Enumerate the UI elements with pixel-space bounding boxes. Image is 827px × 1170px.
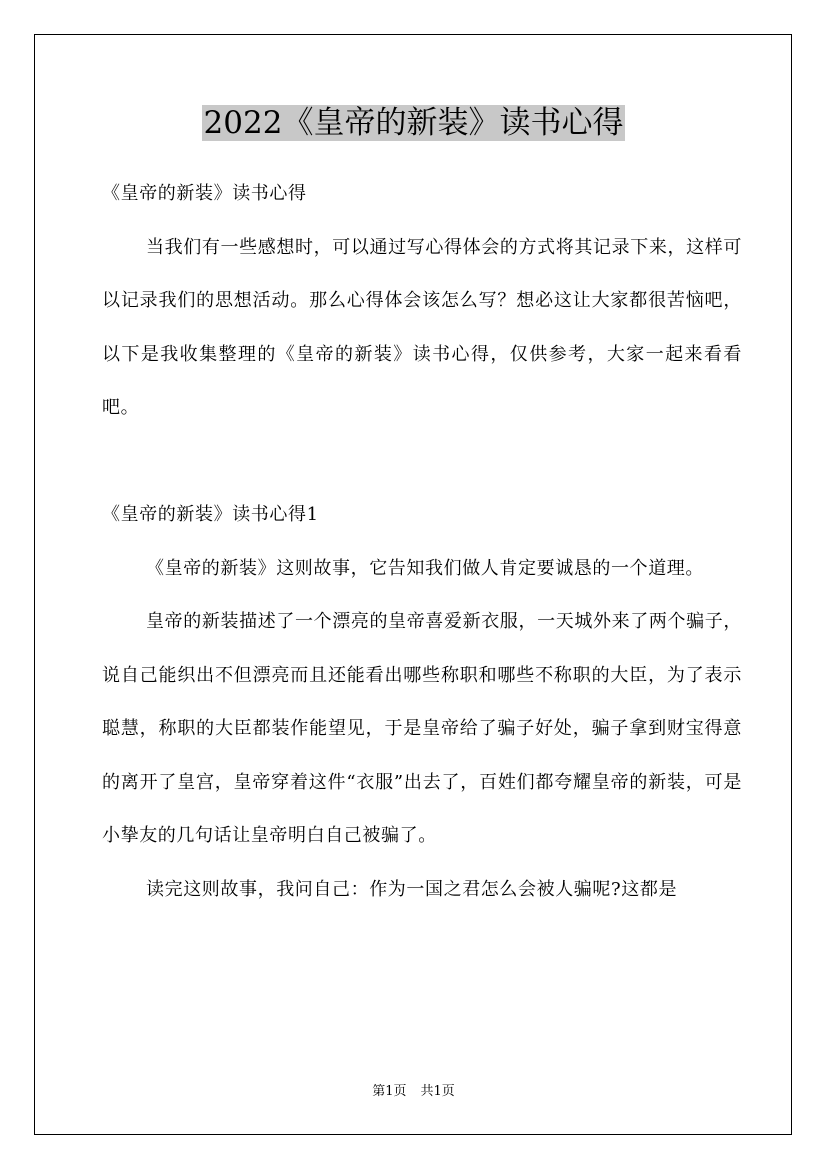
section-heading: 《皇帝的新装》读书心得 (102, 183, 307, 204)
paragraph: 当我们有一些感想时，可以通过写心得体会的方式将其记录下来，这样可以记录我们的思想活动。那么心得体会该怎么写？想必这让大家都很苦恼吧，以下是我收集整理的《皇帝的新装》读书心得，仅供参考，大家一起来看看吧。 (102, 236, 742, 418)
paragraph: 读完这则故事，我问自己：作为一国之君怎么会被人骗呢?这都是 (146, 878, 678, 900)
document-title (0, 100, 827, 146)
section-heading: 《皇帝的新装》读书心得1 (102, 504, 319, 525)
paragraph: 《皇帝的新装》这则故事，它告知我们做人肯定要诚恳的一个道理。 (146, 557, 704, 579)
document-body (102, 167, 742, 916)
page-number-total: 共1页 (420, 1084, 455, 1099)
page-footer (0, 1082, 827, 1102)
paragraph-gap (102, 435, 742, 489)
paragraph: 皇帝的新装描述了一个漂亮的皇帝喜爱新衣服，一天城外来了两个骗子，说自己能织出不但漂亮而且还能看出哪些称职和哪些不称职的大臣，为了表示聪慧，称职的大臣都装作能望见，于是皇帝给了骗子好处，骗子拿到财宝得意的离开了皇宫，皇帝穿着这件“衣服”出去了，百姓们都夸耀皇帝的新装，可是小挚友的几句话让皇帝明白自己被骗了。 (102, 611, 742, 846)
document-title-text: 2022《皇帝的新装》读书心得 (203, 105, 624, 141)
page-number-current: 第1页 (372, 1084, 407, 1099)
